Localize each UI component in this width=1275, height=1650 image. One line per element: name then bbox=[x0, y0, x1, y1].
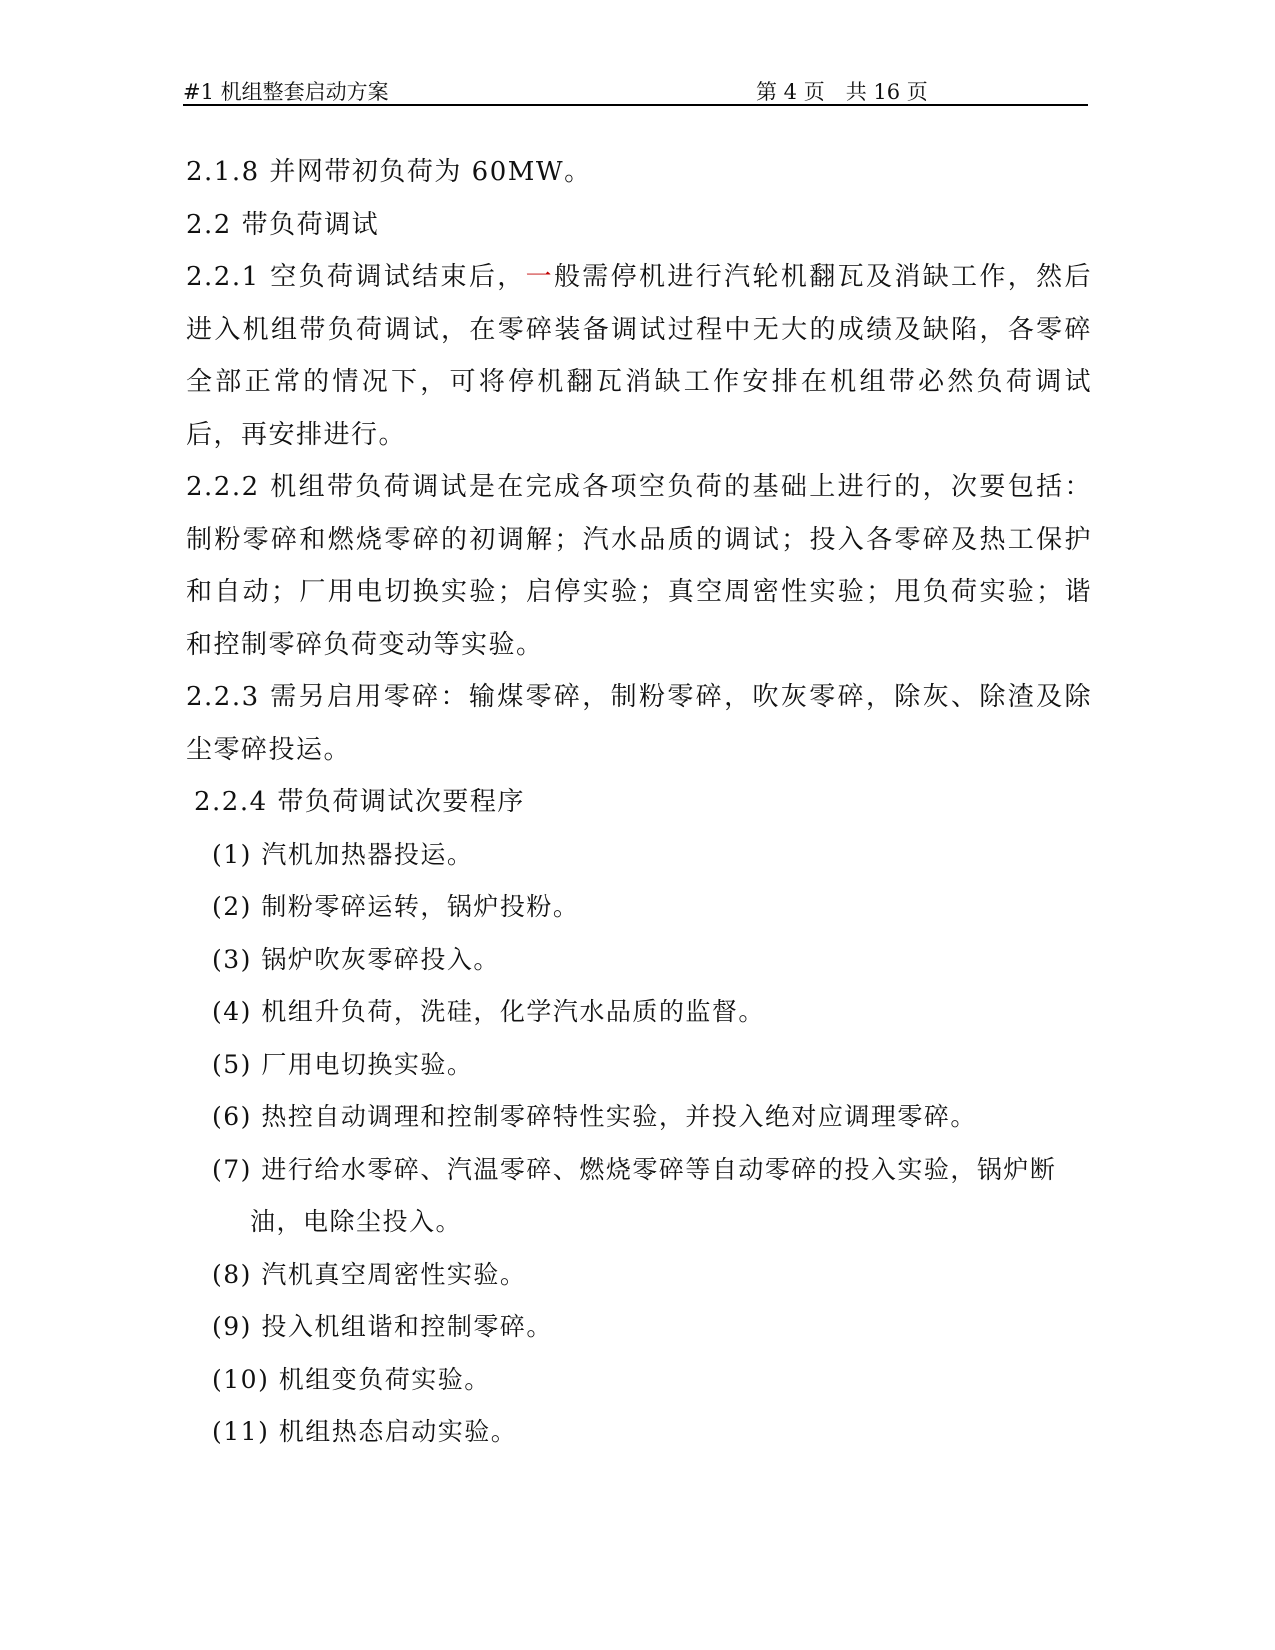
list-item: (4) 机组升负荷，洗硅，化学汽水品质的监督。 bbox=[212, 997, 765, 1026]
list-item: (9) 投入机组谐和控制零碎。 bbox=[212, 1312, 553, 1341]
list-item: (10) 机组变负荷实验。 bbox=[212, 1364, 491, 1394]
document-body bbox=[186, 146, 1092, 1459]
list-item: (7) 进行给水零碎、汽温零碎、燃烧零碎等自动零碎的投入实验，锅炉断油，电除尘投入。 bbox=[212, 1154, 1057, 1236]
list-item: (5) 厂用电切换实验。 bbox=[212, 1049, 474, 1079]
list-item: (3) 锅炉吹灰零碎投入。 bbox=[212, 944, 500, 974]
paragraph-2-2-1-rest: 般需停机进行汽轮机翻瓦及消缺工作，然后进入机组带负荷调试，在零碎装备调试过程中无大的成绩及缺陷，各零碎全部正常的情况下，可将停机翻瓦消缺工作安排在机组带必然负荷调试后，再安排进行。 bbox=[186, 262, 1092, 450]
document-title: #1 机组整套启动方案 bbox=[183, 80, 389, 104]
list-item: (1) 汽机加热器投运。 bbox=[212, 839, 474, 869]
heading-2-2: 2.2 带负荷调试 bbox=[186, 209, 380, 240]
heading-2-2-4: 2.2.4 带负荷调试次要程序 bbox=[194, 787, 525, 817]
page-number: 第 4 页 共 16 页 bbox=[756, 80, 928, 104]
paragraph-2-2-1 bbox=[186, 251, 1092, 461]
red-mark-char: 一 bbox=[525, 262, 554, 292]
paragraph-2-2-3: 2.2.3 需另启用零碎：输煤零碎，制粉零碎，吹灰零碎，除灰、除渣及除尘零碎投运。 bbox=[186, 682, 1092, 765]
paragraph-2-2-2: 2.2.2 机组带负荷调试是在完成各项空负荷的基础上进行的，次要包括：制粉零碎和燃烧零碎的初调解；汽水品质的调试；投入各零碎及热工保护和自动；厂用电切换实验；启停实验；真空周密性实验；甩负荷实验；谐和控制零碎负荷变动等实验。 bbox=[186, 472, 1092, 660]
list-item: (11) 机组热态启动实验。 bbox=[212, 1417, 518, 1446]
list-item: (8) 汽机真空周密性实验。 bbox=[212, 1259, 527, 1289]
list-item: (2) 制粉零碎运转，锅炉投粉。 bbox=[212, 892, 580, 921]
page-header bbox=[183, 70, 1088, 106]
paragraph-2-1-8: 2.1.8 并网带初负荷为 60MW。 bbox=[186, 157, 592, 187]
list-item: (6) 热控自动调理和控制零碎特性实验，并投入绝对应调理零碎。 bbox=[212, 1102, 977, 1131]
paragraph-2-2-1-start: 2.2.1 空负荷调试结束后， bbox=[186, 262, 526, 292]
